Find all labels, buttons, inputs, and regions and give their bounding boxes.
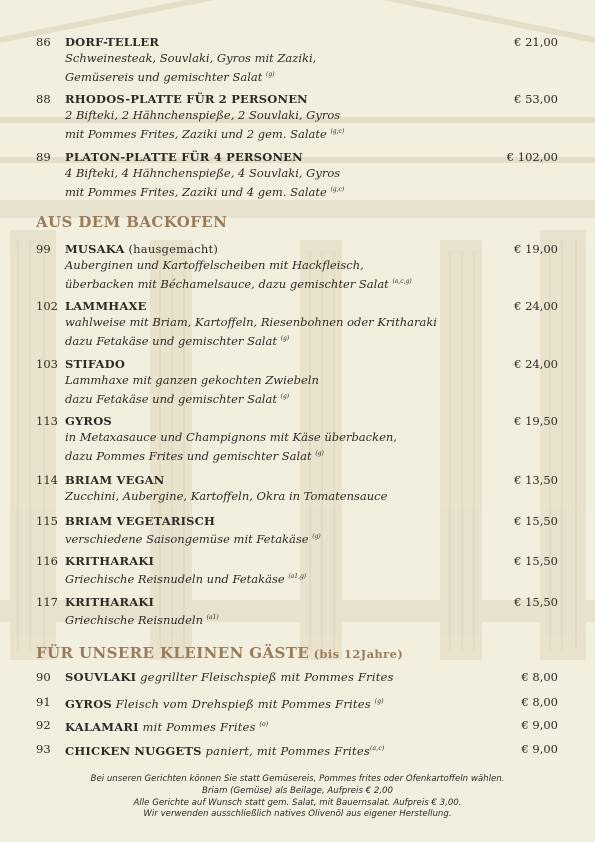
menu-item-86 [36,34,558,85]
allergen-code: (a,c) [369,745,385,752]
item-description [36,372,558,407]
description-line: Griechische Reisnudeln und Fetakäse [65,571,285,586]
allergen-code: (g,c) [330,127,345,135]
item-price: € 19,50 [514,414,558,428]
item-price: € 53,00 [514,92,558,106]
item-title: BRIAM VEGETARISCH [65,514,216,528]
footer-notes [0,774,595,821]
item-number: 99 [36,242,51,256]
description-line: Lammhaxe mit ganzen gekochten Zwiebeln [65,373,319,387]
menu-item-115 [36,513,558,547]
item-title: DORF-TELLER [65,35,160,49]
item-number: 114 [36,473,58,487]
item-price: € 8,00 [521,670,558,684]
item-title: LAMMHAXE [65,299,147,313]
item-title: STIFADO [65,357,126,371]
item-title-text: CHICKEN NUGGETS [65,743,202,758]
allergen-code: (g) [312,533,321,540]
description-line: überbacken mit Béchamelsauce, dazu gemischter Salat [65,276,389,291]
description-line: dazu Fetakäse und gemischter Salat [65,391,277,406]
section-title: FÜR UNSERE KLEINEN GÄSTE [36,644,310,662]
item-title: GYROS [65,414,112,428]
description-line: in Metaxasauce und Champignons mit Käse überbacken, [65,430,397,444]
item-number: 93 [36,742,51,756]
description-line: 2 Bifteki, 2 Hähnchenspieße, 2 Souvlaki, Gyros [65,108,341,122]
section-heading-backofen: AUS DEM BACKOFEN [36,213,228,231]
allergen-code: (g,c) [330,185,345,193]
menu-item-92 [36,717,558,733]
description-line: wahlweise mit Briam, Kartoffeln, Riesenbohnen oder Kritharaki [65,315,437,329]
menu-item-88 [36,91,558,142]
footer-line: Alle Gerichte auf Wunsch statt gem. Salat, mit Bauernsalat. Aufpreis € 3,00. [133,797,462,808]
item-number: 88 [36,92,51,106]
item-price: € 102,00 [506,150,558,164]
allergen-code: (g) [280,392,290,400]
item-description [36,107,558,142]
item-title-text: GYROS [65,696,112,711]
item-number: 115 [36,514,58,528]
footer-line: Wir verwenden ausschließlich natives Olivenöl aus eigener Herstellung. [143,809,452,820]
item-description [36,257,558,292]
item-price: € 21,00 [514,35,558,49]
item-title-text: KALAMARI [65,719,139,734]
item-title-note: (hausgemacht) [124,242,219,256]
item-description: paniert, mit Pommes Frites [201,743,370,758]
item-description [36,165,558,200]
item-description: gegrillter Fleischspieß mit Pommes Frites [136,670,394,684]
menu-item-103 [36,356,558,407]
item-price: € 9,00 [521,718,558,732]
item-price: € 13,50 [514,473,558,487]
allergen-code: (g) [374,698,384,705]
item-number: 102 [36,299,58,313]
allergen-code: (a,c,g) [392,277,412,285]
item-title-text: SOUVLAKI [65,670,137,684]
menu-item-93 [36,741,558,757]
allergen-code: (o) [259,721,269,728]
item-number: 117 [36,595,58,609]
item-title [65,717,268,735]
description-line: Schweinesteak, Souvlaki, Gyros mit Zaziki, [65,51,317,65]
item-description [36,314,558,349]
allergen-code: (a1) [206,614,219,621]
item-number: 113 [36,414,58,428]
item-price: € 15,50 [514,554,558,568]
allergen-code: (g) [266,70,275,78]
menu-item-113 [36,413,558,464]
item-description [36,429,558,464]
description-line: Griechische Reisnudeln [65,612,204,627]
item-title: BRIAM VEGAN [65,473,165,487]
item-description [36,50,558,85]
item-description [36,610,558,628]
section-heading-kids [36,644,403,662]
menu-item-90 [36,669,558,685]
item-price: € 24,00 [514,357,558,371]
item-number: 91 [36,695,51,709]
item-description [36,488,558,505]
item-price: € 19,00 [514,242,558,256]
description-line: Auberginen und Kartoffelscheiben mit Hackfleisch, [65,258,364,272]
section-subtitle: (bis 12Jahre) [309,647,404,661]
menu-item-114 [36,472,558,505]
item-number: 86 [36,35,51,49]
item-number: 103 [36,357,58,371]
item-number: 90 [36,670,51,684]
allergen-code: (g) [280,334,290,342]
menu-item-117 [36,594,558,628]
item-price: € 15,50 [514,595,558,609]
allergen-code: (a1,g) [288,573,307,580]
item-title [65,741,384,759]
item-title: KRITHARAKI [65,554,155,568]
item-number: 116 [36,554,58,568]
description-line: Gemüsereis und gemischter Salat [65,69,263,84]
allergen-code: (g) [315,449,324,457]
footer-line: Bei unseren Gerichten können Sie statt Gemüsereis, Pommes frites oder Ofenkartoffeln wählen. [90,774,505,784]
item-title-text: MUSAKA [65,242,125,256]
item-number: 89 [36,150,51,164]
item-price: € 9,00 [521,742,558,756]
description-line: mit Pommes Frites, Zaziki und 4 gem. Salate [65,184,327,199]
item-description [36,529,558,547]
description-line: Zucchini, Aubergine, Kartoffeln, Okra in Tomatensauce [65,489,388,503]
description-line: verschiedene Saisongemüse mit Fetakäse [65,531,309,546]
menu-item-99 [36,241,558,292]
item-description [36,569,558,587]
item-description: Fleisch vom Drehspieß mit Pommes Frites [111,696,371,711]
description-line: mit Pommes Frites, Zaziki und 2 gem. Salate [65,126,327,141]
item-price: € 8,00 [521,695,558,709]
item-title [65,241,218,257]
menu-item-89 [36,149,558,200]
item-number: 92 [36,718,51,732]
item-price: € 24,00 [514,299,558,313]
menu-item-91 [36,694,558,710]
item-title: RHODOS-PLATTE FÜR 2 PERSONEN [65,92,308,106]
menu-item-116 [36,553,558,587]
menu-item-102 [36,298,558,349]
item-title: KRITHARAKI [65,595,155,609]
footer-line: Briam (Gemüse) als Beilage, Aufpreis € 2,00 [201,785,393,796]
description-line: 4 Bifteki, 4 Hähnchenspieße, 4 Souvlaki, Gyros [65,166,341,180]
description-line: dazu Pommes Frites und gemischter Salat [65,448,312,463]
item-title [65,669,394,685]
item-price: € 15,50 [514,514,558,528]
item-title [65,694,384,712]
item-description: mit Pommes Frites [138,719,256,734]
description-line: dazu Fetakäse und gemischter Salat [65,333,277,348]
item-title: PLATON-PLATTE FÜR 4 PERSONEN [65,150,303,164]
